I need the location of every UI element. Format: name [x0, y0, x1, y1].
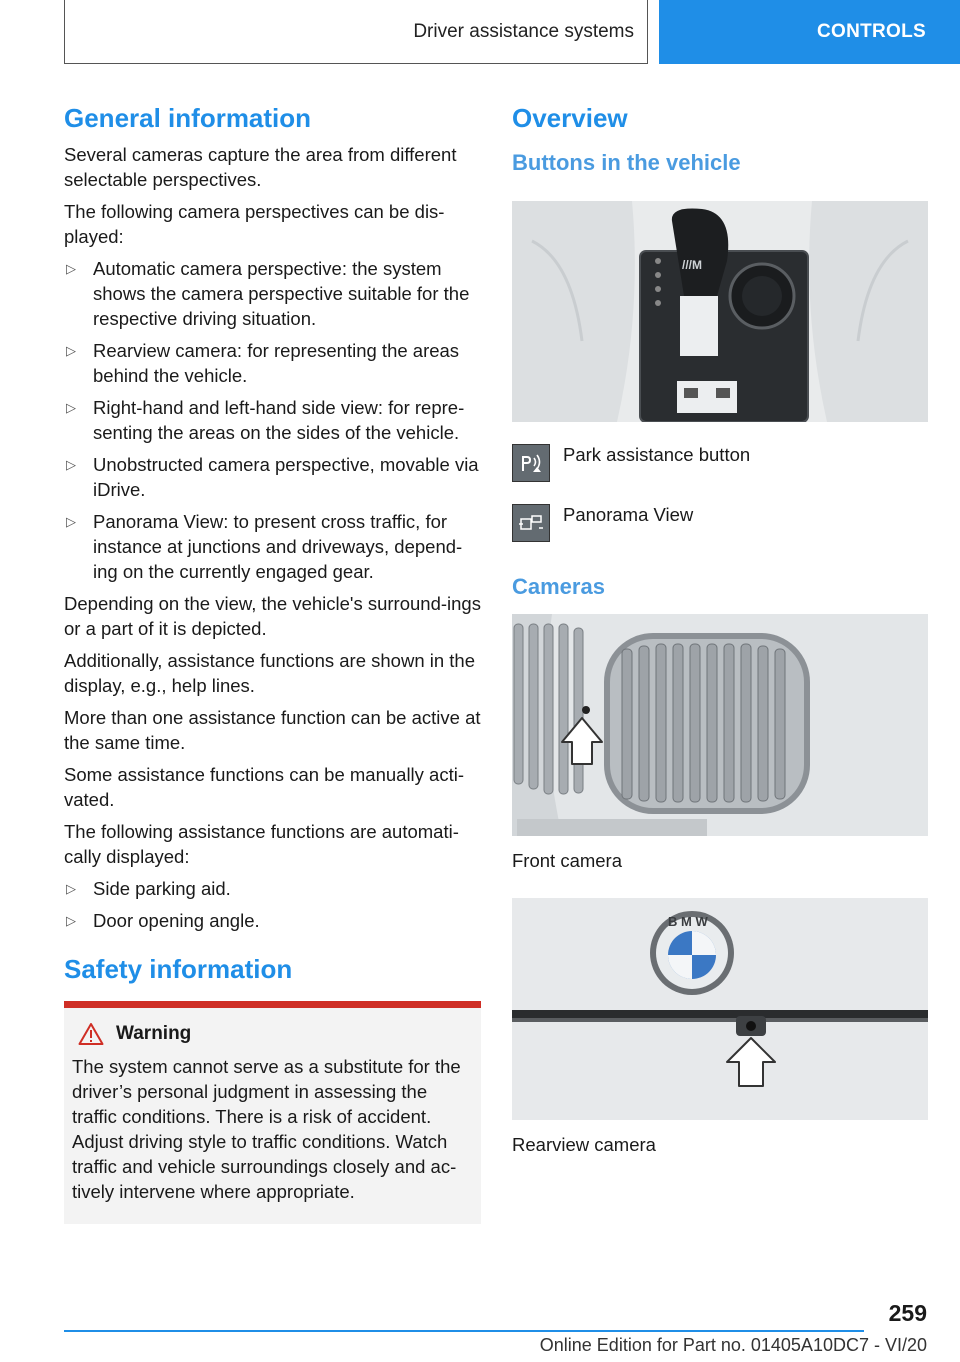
- park-assistance-row: [512, 444, 750, 482]
- safety-information-heading: Safety information: [64, 954, 293, 984]
- svg-text:///M: ///M: [682, 258, 702, 272]
- warning-rule: [64, 1001, 481, 1008]
- list-item: ▷ Panorama View: to present cross traffic, for instance at junctions and driveways, depend-ing on the currently engaged gear.: [66, 511, 463, 582]
- list-item: ▷ Unobstructed camera perspective, movable via iDrive.: [66, 454, 479, 500]
- buttons-heading: Buttons in the vehicle: [512, 150, 741, 175]
- rearview-camera-caption: Rearview camera: [512, 1134, 656, 1155]
- list-item: ▷ Automatic camera perspective: the system shows the camera perspective suitable for the respective driving situation.: [66, 258, 470, 329]
- triangle-bullet-icon: ▷: [66, 881, 76, 896]
- right-column: [512, 100, 928, 178]
- overview-heading: Overview: [512, 103, 628, 133]
- warning-text: The system cannot serve as a substitute for the driver’s personal judgment in assessing the traffic conditions. There is a risk of accident. Adjust driving style to traffic conditions. Watch traffic and vehicle surroundings closely and ac-tively intervene where appropriate.: [72, 1056, 461, 1202]
- auto-functions-list: [64, 876, 481, 933]
- running-header-section: [64, 0, 648, 64]
- edition-footer: Online Edition for Part no. 01405A10DC7 - VI/20: [539, 1335, 927, 1355]
- warning-label: Warning: [116, 1023, 192, 1044]
- svg-text:B M W: B M W: [668, 914, 708, 929]
- cameras-heading: Cameras: [512, 574, 605, 599]
- triangle-bullet-icon: ▷: [66, 514, 76, 529]
- front-camera-caption: Front camera: [512, 850, 623, 871]
- paragraph: Depending on the view, the vehicle's surround-ings or a part of it is depicted.: [64, 593, 481, 639]
- triangle-bullet-icon: ▷: [66, 343, 76, 358]
- park-assist-icon: [512, 444, 550, 482]
- general-information-heading: General information: [64, 103, 312, 133]
- list-item: ▷ Rearview camera: for representing the areas behind the vehicle.: [66, 340, 460, 386]
- paragraph: More than one assistance function can be active at the same time.: [64, 707, 481, 753]
- left-column: [64, 100, 481, 1224]
- page-number: 259: [888, 1300, 927, 1326]
- running-header-chapter: [659, 0, 960, 64]
- paragraph: The following camera perspectives can be dis-played:: [64, 201, 445, 247]
- paragraph: Some assistance functions can be manually acti-vated.: [64, 764, 465, 810]
- paragraph: Additionally, assistance functions are shown in the display, e.g., help lines.: [64, 650, 476, 696]
- camera-perspectives-list: [64, 256, 481, 584]
- park-assistance-label: Park assistance button: [563, 444, 751, 465]
- footer-rule: [64, 1330, 864, 1332]
- list-item: ▷ Door opening angle.: [66, 910, 260, 931]
- paragraph: Several cameras capture the area from different selectable perspectives.: [64, 144, 457, 190]
- rearview-camera-image: [512, 898, 928, 1120]
- front-camera-image: [512, 614, 928, 836]
- triangle-bullet-icon: ▷: [66, 913, 76, 928]
- warning-triangle-icon: [78, 1022, 104, 1046]
- triangle-bullet-icon: ▷: [66, 261, 76, 276]
- panorama-view-row: [512, 504, 693, 542]
- center-console-image: [512, 201, 928, 422]
- paragraph: The following assistance functions are automati-cally displayed:: [64, 821, 459, 867]
- triangle-bullet-icon: ▷: [66, 457, 76, 472]
- list-item: ▷ Side parking aid.: [66, 878, 231, 899]
- panorama-view-label: Panorama View: [563, 504, 694, 525]
- section-title: Driver assistance systems: [413, 20, 634, 42]
- triangle-bullet-icon: ▷: [66, 400, 76, 415]
- warning-box: [64, 1008, 481, 1224]
- list-item: ▷ Right-hand and left-hand side view: for repre-senting the areas on the sides of the vehicle.: [66, 397, 465, 443]
- panorama-view-icon: [512, 504, 550, 542]
- chapter-title: CONTROLS: [816, 21, 926, 42]
